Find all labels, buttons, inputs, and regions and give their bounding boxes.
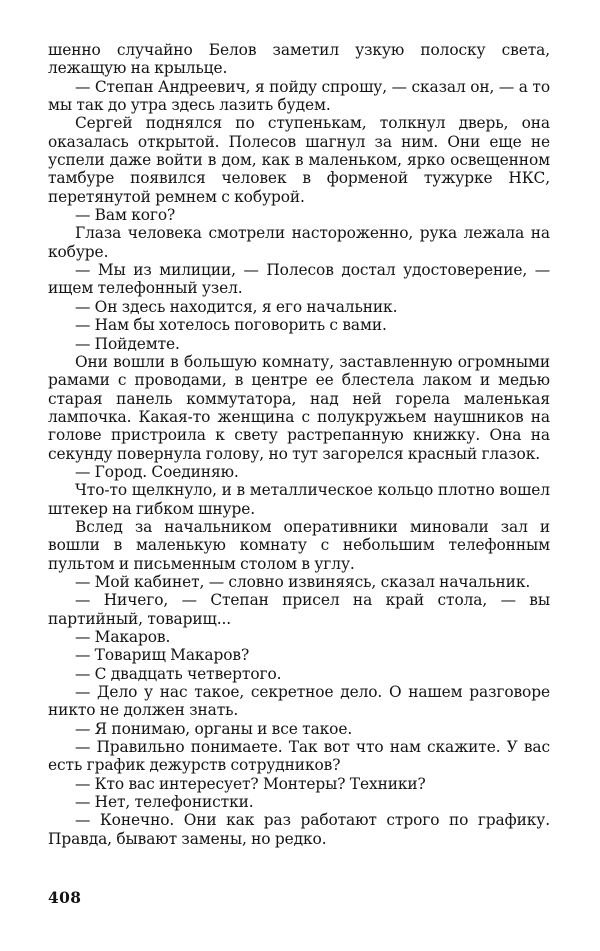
paragraph: — Нет, телефонистки. [75, 793, 254, 812]
paragraph: — Мой кабинет, — словно извиняясь, сказал начальник. [75, 572, 531, 591]
page-text [48, 41, 550, 848]
paragraph: — С двадцать четвертого. [75, 664, 282, 683]
paragraph: Сергей поднялся по ступенькам, толкнул дверь, она оказалась открытой. Полесов шагнул за ним. Они еще не успели даже войти в дом, как в маленьком, ярко освещенном тамбуре появился человек в форменой тужурке НКС, перетянутой ремнем с кобурой. [48, 114, 550, 206]
paragraph: — Кто вас интересует? Монтеры? Техники? [75, 774, 426, 793]
paragraph: — Товарищ Макаров? [75, 646, 250, 665]
paragraph: Что-то щелкнуло, и в металлическое кольцо плотно вошел штекер на гибком шнуре. [48, 481, 550, 518]
paragraph: — Дело у нас такое, секретное дело. О нашем разговоре никто не должен знать. [48, 683, 550, 720]
paragraph: — Пойдемте. [75, 334, 180, 353]
paragraph: — Степан Андреевич, я пойду спрошу, — сказал он, — а то мы так до утра здесь лазить будем. [48, 77, 550, 115]
paragraph: — Я понимаю, органы и все такое. [75, 719, 353, 738]
paragraph: шенно случайно Белов заметил узкую полоску света, лежащую на крыльце. [48, 41, 550, 78]
paragraph: — Нам бы хотелось поговорить с вами. [75, 316, 387, 335]
paragraph: — Он здесь находится, я его начальник. [75, 297, 398, 316]
page-number: 408 [48, 889, 82, 907]
paragraph: Вслед за начальником оперативники миновали зал и вошли в маленькую комнату с небольшим телефонным пультом и письменным столом в углу. [48, 517, 550, 573]
paragraph: — Ничего, — Степан присел на край стола, — вы партийный, товарищ... [48, 591, 550, 628]
paragraph: — Макаров. [75, 628, 171, 646]
paragraph: — Мы из милиции, — Полесов достал удостоверение, — ищем телефонный узел. [48, 261, 550, 298]
paragraph: Они вошли в большую комнату, заставленную огромными рамами с проводами, в центре ее блестела лаком и медью старая панель коммутатора, над ней горела маленькая лампочка. Какая-то женщина с полукружьем наушников на голове пристроила к свету растрепанную книжку. Она на секунду повернула голову, но тут загорелся красный глазок. [48, 352, 550, 463]
paragraph: — Правильно понимаете. Так вот что нам скажите. У вас есть график дежурств сотрудников? [48, 738, 550, 775]
paragraph: — Город. Соединяю. [75, 462, 239, 481]
paragraph: Глаза человека смотрели настороженно, рука лежала на кобуре. [48, 224, 550, 261]
paragraph: — Вам кого? [75, 206, 176, 225]
book-page [48, 41, 550, 848]
paragraph: — Конечно. Они как раз работают строго по графику. Правда, бывают замены, но редко. [48, 811, 550, 848]
